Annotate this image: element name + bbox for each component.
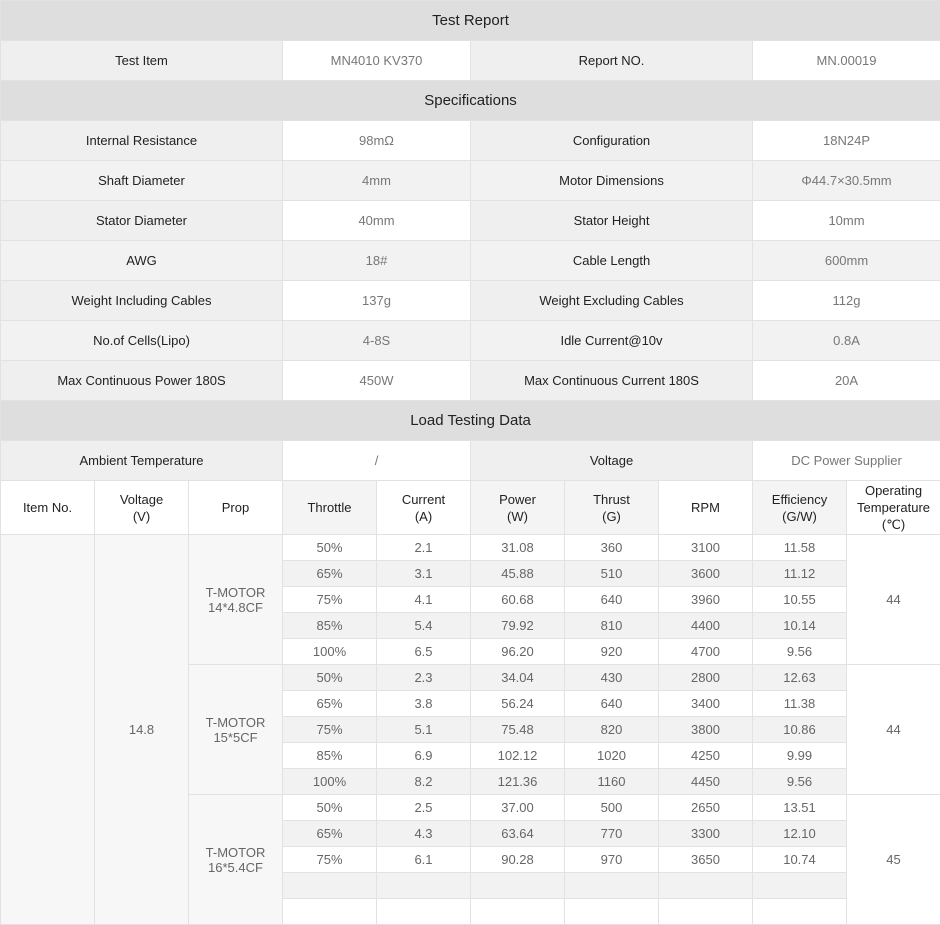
data-cell: 3400 (659, 691, 753, 717)
data-cell: 4400 (659, 613, 753, 639)
spec-label: Weight Excluding Cables (471, 281, 753, 321)
test-item-row (1, 41, 940, 81)
spec-row (1, 241, 940, 281)
spec-row (1, 321, 940, 361)
spec-value: 18# (283, 241, 471, 281)
spec-row (1, 361, 940, 401)
data-cell: 10.14 (753, 613, 847, 639)
data-cell: 56.24 (471, 691, 565, 717)
spec-value: Φ44.7×30.5mm (753, 161, 940, 201)
ambient-temperature-label: Ambient Temperature (1, 441, 283, 481)
data-cell: 121.36 (471, 769, 565, 795)
data-cell: 5.1 (377, 717, 471, 743)
spec-value: 600mm (753, 241, 940, 281)
data-cell (659, 899, 753, 925)
spec-label: No.of Cells(Lipo) (1, 321, 283, 361)
test-report-title: Test Report (1, 1, 940, 41)
voltage-cell: 14.8 (95, 535, 189, 925)
test-item-label: Test Item (1, 41, 283, 81)
data-cell: 11.38 (753, 691, 847, 717)
prop-cell: T-MOTOR 14*4.8CF (189, 535, 283, 665)
data-cell: 63.64 (471, 821, 565, 847)
data-cell: 34.04 (471, 665, 565, 691)
column-header: Power (W) (471, 481, 565, 535)
data-cell: 12.10 (753, 821, 847, 847)
data-cell: 3.8 (377, 691, 471, 717)
data-cell: 85% (283, 613, 377, 639)
data-cell: 4.1 (377, 587, 471, 613)
data-cell (659, 873, 753, 899)
operating-temperature-cell: 44 (847, 535, 940, 665)
column-header: Thrust (G) (565, 481, 659, 535)
voltage-label: Voltage (471, 441, 753, 481)
ambient-row (1, 441, 940, 481)
data-cell: 2650 (659, 795, 753, 821)
data-cell: 90.28 (471, 847, 565, 873)
data-cell: 640 (565, 691, 659, 717)
spec-row (1, 281, 940, 321)
data-cell: 96.20 (471, 639, 565, 665)
data-cell: 920 (565, 639, 659, 665)
item-no-cell (1, 535, 95, 925)
data-cell: 810 (565, 613, 659, 639)
spec-value: 10mm (753, 201, 940, 241)
data-cell: 770 (565, 821, 659, 847)
spec-label: Max Continuous Power 180S (1, 361, 283, 401)
data-cell: 1160 (565, 769, 659, 795)
operating-temperature-cell: 44 (847, 665, 940, 795)
specifications-header-row (1, 81, 940, 121)
data-cell: 4.3 (377, 821, 471, 847)
data-cell: 1020 (565, 743, 659, 769)
spec-label: Internal Resistance (1, 121, 283, 161)
report-no-value: MN.00019 (753, 41, 940, 81)
spec-value: 18N24P (753, 121, 940, 161)
data-cell: 430 (565, 665, 659, 691)
load-testing-title: Load Testing Data (1, 401, 940, 441)
column-header: Throttle (283, 481, 377, 535)
data-cell: 50% (283, 795, 377, 821)
data-cell: 2.3 (377, 665, 471, 691)
data-cell: 970 (565, 847, 659, 873)
load-testing-header-row (1, 401, 940, 441)
data-cell: 85% (283, 743, 377, 769)
data-cell: 100% (283, 769, 377, 795)
column-header: Operating Temperature (℃) (847, 481, 940, 535)
data-cell: 3600 (659, 561, 753, 587)
data-cell: 3800 (659, 717, 753, 743)
report-no-label: Report NO. (471, 41, 753, 81)
data-cell: 3650 (659, 847, 753, 873)
data-cell: 79.92 (471, 613, 565, 639)
spec-label: Weight Including Cables (1, 281, 283, 321)
column-header: Voltage (V) (95, 481, 189, 535)
data-cell: 4450 (659, 769, 753, 795)
test-item-value: MN4010 KV370 (283, 41, 471, 81)
column-header: Item No. (1, 481, 95, 535)
specifications-title: Specifications (1, 81, 940, 121)
data-cell: 75% (283, 847, 377, 873)
data-cell: 13.51 (753, 795, 847, 821)
data-cell: 2.5 (377, 795, 471, 821)
column-header: Efficiency (G/W) (753, 481, 847, 535)
data-cell: 10.74 (753, 847, 847, 873)
column-header: Current (A) (377, 481, 471, 535)
voltage-source-value: DC Power Supplier (753, 441, 940, 481)
column-header: RPM (659, 481, 753, 535)
prop-cell: T-MOTOR 16*5.4CF (189, 795, 283, 925)
spec-value: 137g (283, 281, 471, 321)
spec-value: 112g (753, 281, 940, 321)
operating-temperature-cell: 45 (847, 795, 940, 925)
spec-label: Stator Height (471, 201, 753, 241)
data-cell: 9.56 (753, 769, 847, 795)
data-cell: 102.12 (471, 743, 565, 769)
spec-label: Shaft Diameter (1, 161, 283, 201)
spec-label: Idle Current@10v (471, 321, 753, 361)
spec-value: 40mm (283, 201, 471, 241)
spec-value: 0.8A (753, 321, 940, 361)
spec-row (1, 161, 940, 201)
test-report-header-row (1, 1, 940, 41)
spec-label: Configuration (471, 121, 753, 161)
spec-label: Motor Dimensions (471, 161, 753, 201)
data-cell: 2800 (659, 665, 753, 691)
spec-label: Max Continuous Current 180S (471, 361, 753, 401)
data-cell: 10.55 (753, 587, 847, 613)
data-cell: 65% (283, 691, 377, 717)
data-cell: 3100 (659, 535, 753, 561)
spec-value: 450W (283, 361, 471, 401)
data-cell: 8.2 (377, 769, 471, 795)
spec-value: 98mΩ (283, 121, 471, 161)
data-cell: 75.48 (471, 717, 565, 743)
data-cell: 37.00 (471, 795, 565, 821)
data-cell: 4700 (659, 639, 753, 665)
data-cell: 510 (565, 561, 659, 587)
data-cell: 11.58 (753, 535, 847, 561)
data-cell: 360 (565, 535, 659, 561)
data-cell: 3.1 (377, 561, 471, 587)
prop-cell: T-MOTOR 15*5CF (189, 665, 283, 795)
spec-row (1, 201, 940, 241)
data-cell (283, 873, 377, 899)
data-cell: 6.1 (377, 847, 471, 873)
data-cell (753, 899, 847, 925)
data-cell (283, 899, 377, 925)
data-cell: 4250 (659, 743, 753, 769)
data-cell (565, 899, 659, 925)
data-cell: 6.5 (377, 639, 471, 665)
data-cell: 50% (283, 665, 377, 691)
data-cell: 500 (565, 795, 659, 821)
data-cell: 60.68 (471, 587, 565, 613)
data-cell: 3300 (659, 821, 753, 847)
spec-value: 4mm (283, 161, 471, 201)
data-cell: 11.12 (753, 561, 847, 587)
data-cell (565, 873, 659, 899)
spec-label: AWG (1, 241, 283, 281)
data-cell (377, 873, 471, 899)
data-cell: 31.08 (471, 535, 565, 561)
spec-row (1, 121, 940, 161)
data-cell: 65% (283, 561, 377, 587)
data-cell: 820 (565, 717, 659, 743)
data-cell: 75% (283, 587, 377, 613)
column-header-row (1, 481, 940, 535)
data-cell: 5.4 (377, 613, 471, 639)
data-cell (471, 899, 565, 925)
data-cell: 12.63 (753, 665, 847, 691)
column-header: Prop (189, 481, 283, 535)
spec-label: Cable Length (471, 241, 753, 281)
ambient-temperature-value: / (283, 441, 471, 481)
spec-value: 20A (753, 361, 940, 401)
data-cell: 50% (283, 535, 377, 561)
spec-value: 4-8S (283, 321, 471, 361)
data-cell: 2.1 (377, 535, 471, 561)
data-cell: 3960 (659, 587, 753, 613)
data-cell: 9.56 (753, 639, 847, 665)
data-cell: 9.99 (753, 743, 847, 769)
data-cell (377, 899, 471, 925)
data-cell: 75% (283, 717, 377, 743)
data-cell (753, 873, 847, 899)
data-cell: 640 (565, 587, 659, 613)
spec-label: Stator Diameter (1, 201, 283, 241)
data-cell (471, 873, 565, 899)
data-cell: 45.88 (471, 561, 565, 587)
data-cell: 100% (283, 639, 377, 665)
data-cell: 65% (283, 821, 377, 847)
data-row (1, 535, 940, 561)
data-cell: 10.86 (753, 717, 847, 743)
data-cell: 6.9 (377, 743, 471, 769)
